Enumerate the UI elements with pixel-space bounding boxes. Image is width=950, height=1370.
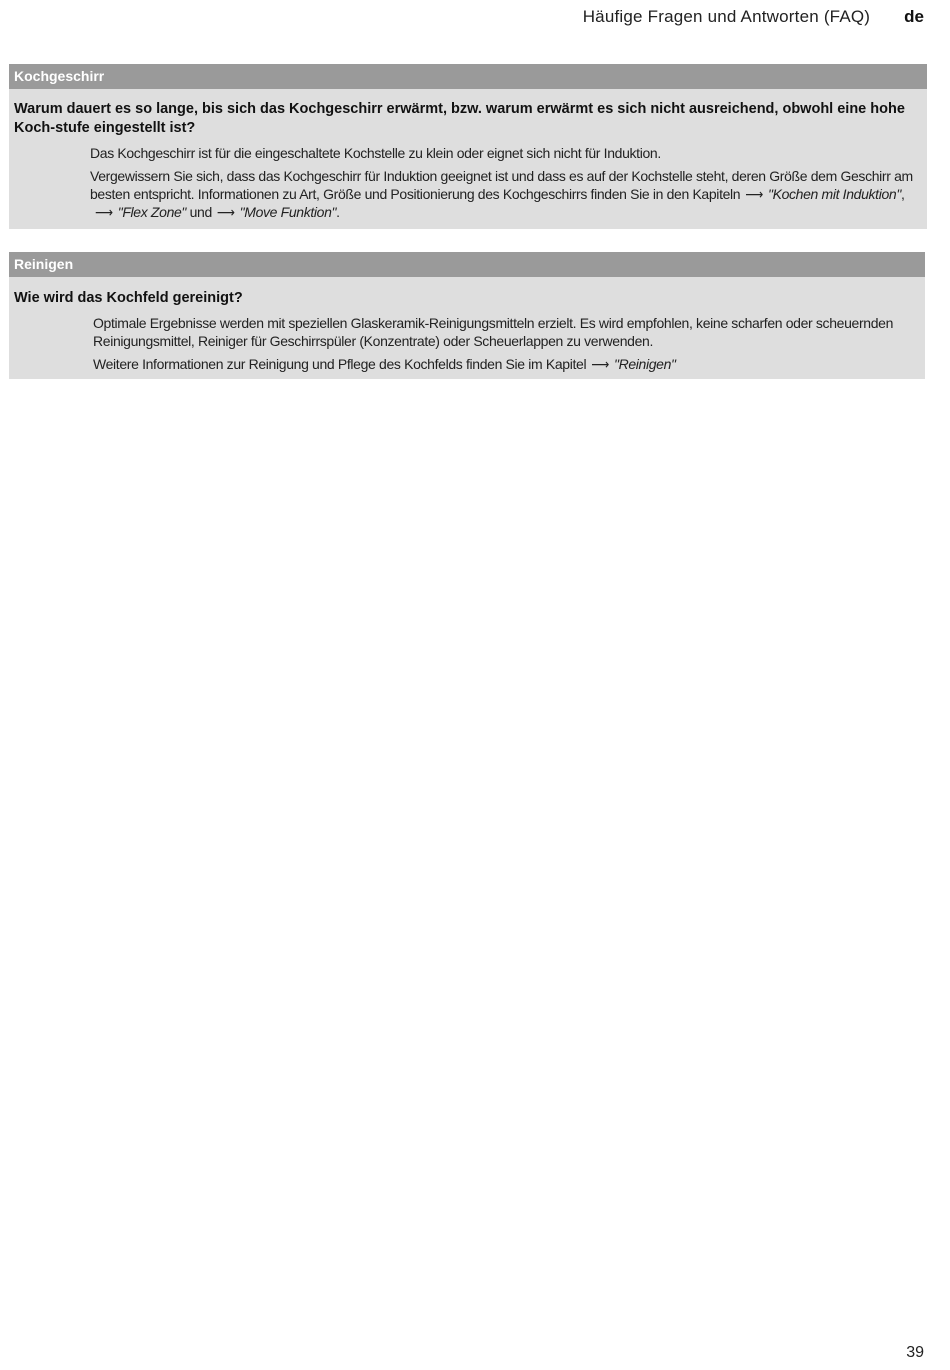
language-code: de [904,7,924,26]
faq-answer: Das Kochgeschirr ist für die eingeschaltete Kochstelle zu klein oder eignet sich nicht für Induktion. [90,145,661,161]
page-number: 39 [906,1344,924,1361]
arrow-icon: ⟶ [591,356,609,372]
separator-text: , [900,186,905,202]
chapter-reference-link[interactable]: "Kochen mit Induktion" [767,186,901,202]
arrow-icon: ⟶ [216,204,235,220]
answer-text: Weitere Informationen zur Reinigung und Pflege des Kochfelds finden Sie im Kapitel [93,356,587,372]
faq-section-reinigen [9,252,925,379]
arrow-icon: ⟶ [95,204,113,220]
faq-question: Wie wird das Kochfeld gereinigt? [14,290,243,306]
faq-answer-with-references [9,167,927,221]
section-heading: Reinigen [9,252,925,277]
chapter-reference-link[interactable]: "Flex Zone" [117,204,187,220]
faq-question: Warum dauert es so lange, bis sich das Kochgeschirr erwärmt, bzw. warum erwärmt es sich nicht ausreichend, obwohl eine hohe Koch-stufe eingestellt ist? [14,101,905,136]
chapter-reference-link[interactable]: "Move Funktion" [239,204,337,220]
separator-text: und [189,204,212,220]
chapter-reference-link[interactable]: "Reinigen" [613,356,676,372]
faq-section-kochgeschirr [9,64,927,229]
section-heading: Kochgeschirr [9,64,927,89]
sentence-end: . [336,204,340,220]
header-title: Häufige Fragen und Antworten (FAQ) [582,7,871,26]
faq-answer: Optimale Ergebnisse werden mit speziellen Glaskeramik-Reinigungsmitteln erzielt. Es wird empfohlen, keine scharfen oder scheuernden Reinigungsmittel, Reiniger für Geschirrspüler (Konzentrate) oder Scheuerlappen zu verwenden. [93,315,894,349]
answer-text: Vergewissern Sie sich, dass das Kochgeschirr für Induktion geeignet ist und dass es auf der Kochstelle steht, deren Größe dem Geschirr am besten entspricht. Informationen zu Art, Größe und Positionierung des Kochgeschirrs finden Sie in den Kapiteln [90,168,913,202]
arrow-icon: ⟶ [745,186,763,202]
page-header [583,6,924,28]
faq-answer-with-references [9,355,925,373]
